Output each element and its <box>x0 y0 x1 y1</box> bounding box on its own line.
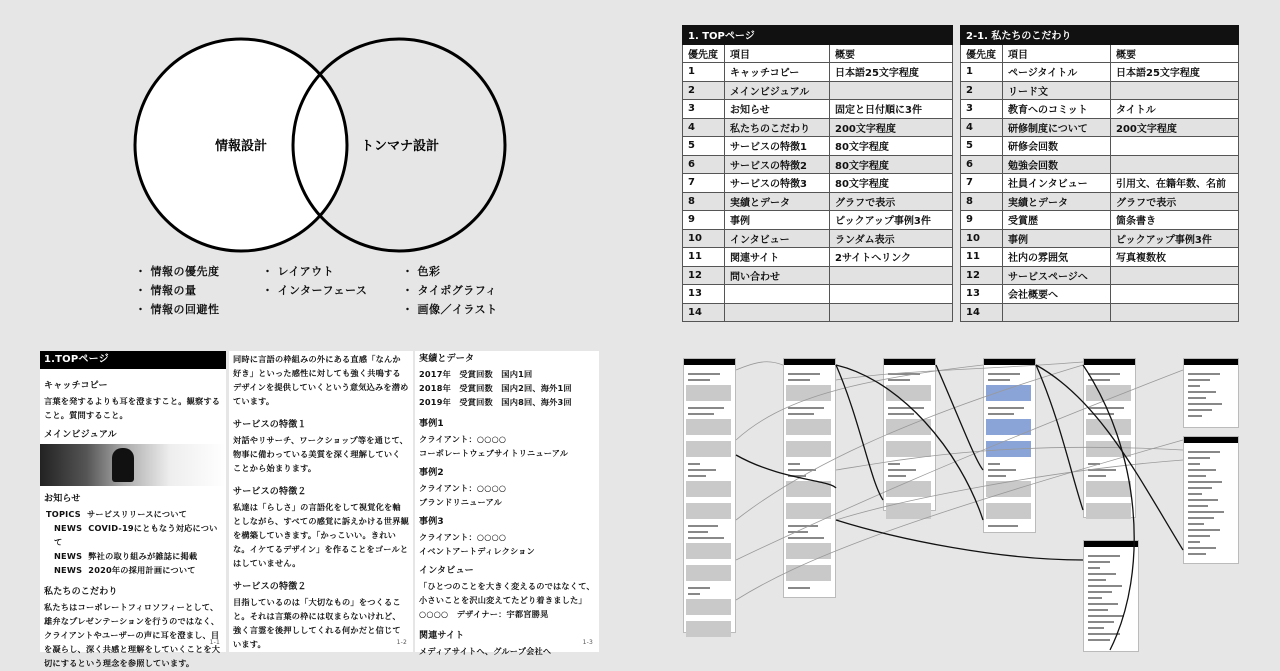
table-cell: 社内の雰囲気 <box>1003 248 1111 267</box>
table-cell: 3 <box>961 100 1003 119</box>
table-cell: 事例 <box>1003 229 1111 248</box>
service-text: 私達は「らしさ」の言語化をして視覚化を軸としながら、すべての感覚に訴えかける世界観を構築していきます。「かっこいい。きれいな。イケてるデザイン」を作ることをゴールとはしていません。 <box>233 502 409 568</box>
list-item: ・ レイアウト <box>262 262 367 281</box>
news-text: COVID-19にともなう対応について <box>54 523 218 547</box>
table-cell: 1 <box>683 63 725 82</box>
table-cell: 6 <box>961 155 1003 174</box>
table-cell: 13 <box>683 285 725 304</box>
table-cell: 11 <box>683 248 725 267</box>
kodawari-text: 私たちはコーポレートフィロソフィーとして、雄弁なプレゼンテーションを行うのではなく、クライアントやユーザーの声に耳を澄まし、目を凝らし、深く共感と理解をしていくことを大切にするという理念を参照しています。 <box>44 602 221 668</box>
section-heading: お知らせ <box>44 494 81 504</box>
section-heading: サービスの特徴２ <box>233 487 307 497</box>
table-cell: ピックアップ事例3件 <box>1111 229 1239 248</box>
section-heading: キャッチコピー <box>44 381 108 391</box>
news-tag: NEWS <box>54 565 83 575</box>
table-cell: 日本語25文字程度 <box>1111 63 1239 82</box>
interview-signature: ○○○○ デザイナー：宇都宮勝晃 <box>419 609 549 619</box>
data-row: 2018年 受賞回数 国内2回、海外1回 <box>419 383 572 393</box>
section-heading: サービスの特徴２ <box>233 582 307 592</box>
news-text: サービスリリースについて <box>86 509 188 519</box>
table-cell: 10 <box>961 229 1003 248</box>
table-cell: 研修会回数 <box>1003 137 1111 156</box>
table-cell: 箇条書き <box>1111 211 1239 230</box>
table-cell: 80文字程度 <box>830 137 953 156</box>
table-cell: インタビュー <box>725 229 830 248</box>
list-item: ・ インターフェース <box>262 281 367 300</box>
venn-right-label: トンマナ設計 <box>360 139 440 154</box>
service-text: 目指しているのは「大切なもの」をつくること。それは言葉の枠には収まらないけれど、強く言霊を後押ししてくれる何かだと信じています。 <box>233 597 401 649</box>
venn-left-label: 情報設計 <box>214 139 268 154</box>
service-text: 対話やリサーチ、ワークショップ等を通じて、物事に備わっている美質を深く理解していくことから始まります。 <box>233 435 409 473</box>
section-heading: サービスの特徴１ <box>233 420 307 430</box>
table-cell: 11 <box>961 248 1003 267</box>
table-cell: 13 <box>961 285 1003 304</box>
table-cell: 勉強会回数 <box>1003 155 1111 174</box>
list-item: ・ 情報の優先度 <box>135 262 220 281</box>
table-cell: 教育へのコミット <box>1003 100 1111 119</box>
section-heading: 実績とデータ <box>419 354 475 364</box>
table-cell: 9 <box>961 211 1003 230</box>
news-tag: NEWS <box>54 523 83 533</box>
table-cell: 10 <box>683 229 725 248</box>
table-cell: ページタイトル <box>1003 63 1111 82</box>
table-cell: サービスの特徴3 <box>725 174 830 193</box>
section-heading: 私たちのこだわり <box>44 587 118 597</box>
table-cell: 引用文、在籍年数、名前 <box>1111 174 1239 193</box>
table-cell: 写真複数枚 <box>1111 248 1239 267</box>
table-cell: 8 <box>961 192 1003 211</box>
table-cell: 7 <box>961 174 1003 193</box>
column-header: 概要 <box>1111 44 1239 63</box>
case-client: クライアント：○○○○ <box>419 483 507 493</box>
table-cell: ランダム表示 <box>830 229 953 248</box>
table-cell: 社員インタビュー <box>1003 174 1111 193</box>
page-number: 1-3 <box>582 639 593 646</box>
table-cell: 4 <box>961 118 1003 137</box>
page-number: 1-1 <box>209 639 220 646</box>
table-cell: 5 <box>961 137 1003 156</box>
table-cell: 80文字程度 <box>830 155 953 174</box>
table-cell: 2サイトへリンク <box>830 248 953 267</box>
case-desc: イベントアートディレクション <box>419 546 535 556</box>
table-cell: 私たちのこだわり <box>725 118 830 137</box>
column-header: 優先度 <box>683 44 725 63</box>
column-header: 優先度 <box>961 44 1003 63</box>
table-cell: グラフで表示 <box>1111 192 1239 211</box>
table-cell: 4 <box>683 118 725 137</box>
column-header: 項目 <box>1003 44 1111 63</box>
list-item: ・ 色彩 <box>402 262 498 281</box>
table-cell: 14 <box>961 303 1003 322</box>
section-heading: インタビュー <box>419 566 474 576</box>
news-tag: TOPICS <box>46 509 81 519</box>
table-cell: 14 <box>683 303 725 322</box>
table-cell: 200文字程度 <box>1111 118 1239 137</box>
table-cell: タイトル <box>1111 100 1239 119</box>
table-cell: 2 <box>961 81 1003 100</box>
case-desc: ブランドリニューアル <box>419 497 502 507</box>
table-cell: 関連サイト <box>725 248 830 267</box>
table-cell: 80文字程度 <box>830 174 953 193</box>
section-heading: 事例2 <box>419 468 444 478</box>
table-cell: 実績とデータ <box>725 192 830 211</box>
related-links-text: メディアサイトへ、グループ会社へ <box>419 646 552 656</box>
case-client: クライアント：○○○○ <box>419 434 507 444</box>
table-cell: 問い合わせ <box>725 266 830 285</box>
column-header: 概要 <box>830 44 953 63</box>
news-tag: NEWS <box>54 551 83 561</box>
table-title: 1. TOPページ <box>683 26 830 45</box>
table-cell: 研修制度について <box>1003 118 1111 137</box>
table-cell: 7 <box>683 174 725 193</box>
table-cell: 事例 <box>725 211 830 230</box>
column-header: 項目 <box>725 44 830 63</box>
table-cell: 日本語25文字程度 <box>830 63 953 82</box>
section-heading: メインビジュアル <box>44 430 117 440</box>
table-cell: 会社概要へ <box>1003 285 1111 304</box>
catchcopy-text: 言葉を発するよりも耳を澄ますこと。観察すること。質問すること。 <box>44 396 221 420</box>
section-heading: 事例3 <box>419 517 444 527</box>
interview-quote: 「ひとつのことを大きく変えるのではなくて、小さいことを沢山変えてたどり着きました」 <box>419 581 595 605</box>
table-cell: 受賞歴 <box>1003 211 1111 230</box>
table-cell: 5 <box>683 137 725 156</box>
table-cell: お知らせ <box>725 100 830 119</box>
list-item: ・ 画像／イラスト <box>402 300 498 319</box>
table-cell: リード文 <box>1003 81 1111 100</box>
intro-text: 同時に言語の枠組みの外にある直感「なんか好き」といった感性に対しても強く共鳴するデザインを提供していくという意気込みを潜めています。 <box>233 354 409 406</box>
table-cell: 固定と日付順に3件 <box>830 100 953 119</box>
news-text: 2020年の採用計画について <box>88 565 196 575</box>
case-desc: コーポレートウェブサイトリニューアル <box>419 448 569 458</box>
table-cell: 実績とデータ <box>1003 192 1111 211</box>
list-item: ・ 情報の量 <box>135 281 220 300</box>
table-cell: サービスページへ <box>1003 266 1111 285</box>
table-cell: サービスの特徴2 <box>725 155 830 174</box>
table-cell: 6 <box>683 155 725 174</box>
table-cell: 2 <box>683 81 725 100</box>
table-cell: 200文字程度 <box>830 118 953 137</box>
table-cell: 12 <box>683 266 725 285</box>
case-client: クライアント：○○○○ <box>419 532 507 542</box>
table-cell: 12 <box>961 266 1003 285</box>
table-cell: 3 <box>683 100 725 119</box>
list-item: ・ タイポグラフィ <box>402 281 498 300</box>
data-row: 2019年 受賞回数 国内8回、海外3回 <box>419 397 572 407</box>
data-row: 2017年 受賞回数 国内1回 <box>419 369 533 379</box>
table-title: 2-1. 私たちのこだわり <box>961 26 1111 45</box>
table-cell: 9 <box>683 211 725 230</box>
page-number: 1-2 <box>396 639 407 646</box>
table-cell: グラフで表示 <box>830 192 953 211</box>
table-cell: サービスの特徴1 <box>725 137 830 156</box>
table-cell: ピックアップ事例3件 <box>830 211 953 230</box>
table-cell: メインビジュアル <box>725 81 830 100</box>
section-heading: 事例1 <box>419 419 444 429</box>
table-cell: 1 <box>961 63 1003 82</box>
news-text: 弊社の取り組みが雑誌に掲載 <box>88 551 198 561</box>
list-item: ・ 情報の回避性 <box>135 300 220 319</box>
doc-header: 1.TOPページ <box>40 351 226 369</box>
table-cell: キャッチコピー <box>725 63 830 82</box>
section-heading: 関連サイト <box>419 631 465 641</box>
table-cell: 8 <box>683 192 725 211</box>
